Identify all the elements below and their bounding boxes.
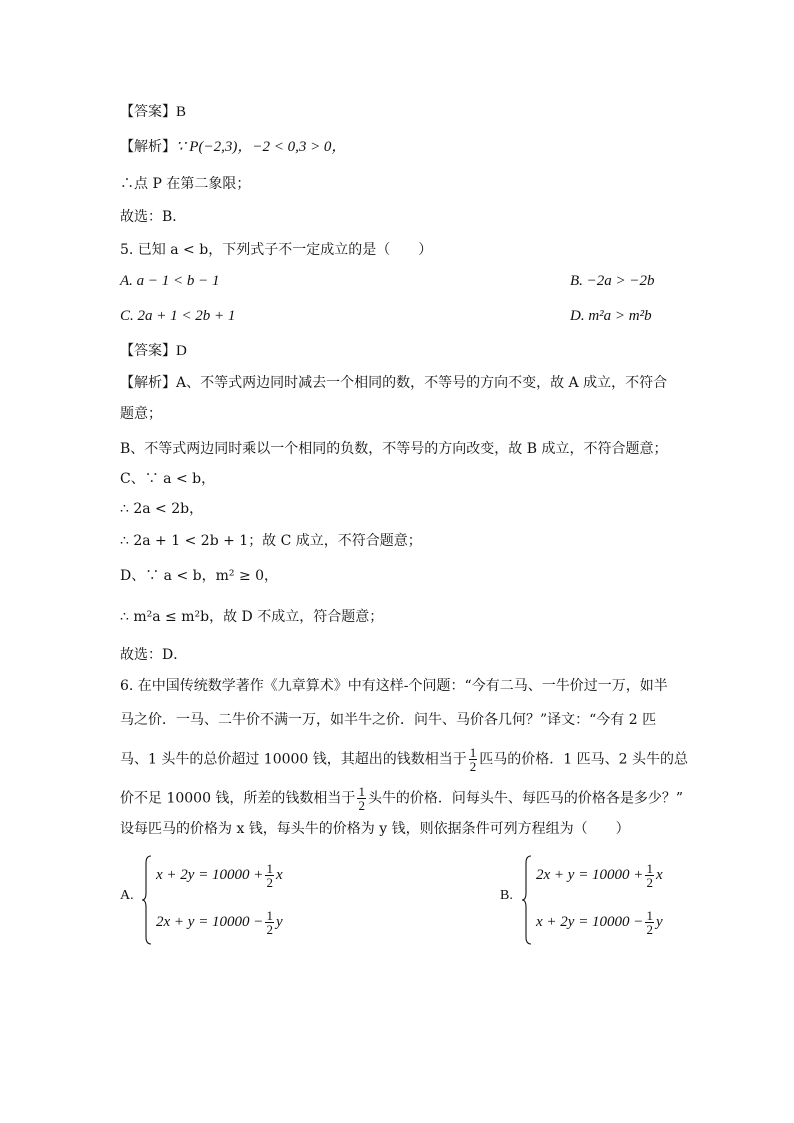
fraction-half: $\frac{1}{2}$	[469, 745, 477, 774]
fraction-half: $\frac{1}{2}$	[358, 784, 365, 813]
q5-stem: 5. 已知 a < b，下列式子不一定成立的是（ ）	[120, 242, 433, 258]
q6-option-b-eq1: 2x + y = 10000 + $\frac{1}{2}$ x	[536, 861, 663, 891]
q6-line3: 马、1 头牛的总价超过 10000 钱，其超出的钱数相当于 $\frac{1}{2}$ 匹马的价格．1 匹马、2 头牛的总	[120, 745, 689, 774]
q5-d1: D、∵ a < b，m² ≥ 0，	[120, 568, 279, 584]
q5-option-a: A. a − 1 < b − 1	[120, 273, 220, 289]
q5-analysis: 【解析】A、不等式两边同时减去一个相同的数，不等号的方向不变，故 A 成立，不符合	[120, 375, 668, 391]
q6-line5: 设每匹马的价格为 x 钱，每头牛的价格为 y 钱，则依据条件可列方程组为（ ）	[120, 821, 630, 837]
q5-option-c: C. 2a + 1 < 2b + 1	[120, 308, 236, 324]
q6-option-a-system	[142, 855, 362, 945]
q5-option-b: B. −2a > −2b	[570, 273, 655, 289]
q4-answer: 【答案】B	[120, 104, 187, 120]
q5-a-cont: 题意；	[120, 406, 162, 422]
q6-line2: 马之价．一马、二牛价不满一万，如半牛之价．问牛、马价各几何？”译文：“今有 2 匹	[120, 712, 657, 728]
q5-c1: C、∵ a < b，	[120, 471, 216, 487]
brace-icon	[142, 855, 152, 945]
brace-icon	[522, 855, 532, 945]
q4-analysis: 【解析】∵ P(−2,3)，−2 < 0,3 > 0，	[120, 139, 347, 155]
q5-c2: ∴ 2a < 2b，	[120, 501, 204, 517]
q4-line2: ∴点 P 在第二象限；	[120, 176, 251, 192]
q5-c3: ∴ 2a + 1 < 2b + 1；故 C 成立，不符合题意；	[120, 533, 422, 549]
q6-option-b-label: B.	[500, 888, 513, 903]
q5-b: B、不等式两边同时乘以一个相同的负数，不等号的方向改变，故 B 成立，不符合题意；	[120, 441, 668, 457]
q6-line4: 价不足 10000 钱，所差的钱数相当于 $\frac{1}{2}$ 头牛的价格．问每头牛、每匹马的价格各是多少？”	[120, 784, 684, 813]
q6-option-a-eq2: 2x + y = 10000 − $\frac{1}{2}$ y	[156, 908, 283, 938]
q6-line1: 6. 在中国传统数学著作《九章算术》中有这样-个问题：“今有二马、一牛价过一万，如半	[120, 678, 668, 694]
q6-option-b-system	[522, 855, 742, 945]
q5-option-d: D. m²a > m²b	[570, 308, 652, 324]
q6-option-b-eq2: x + 2y = 10000 − $\frac{1}{2}$ y	[536, 908, 663, 938]
q6-option-a-label: A.	[120, 888, 134, 903]
q6-option-a-eq1: x + 2y = 10000 + $\frac{1}{2}$ x	[156, 861, 283, 891]
q5-end: 故选：D．	[120, 647, 188, 663]
q5-answer: 【答案】D	[120, 343, 187, 359]
q4-line3: 故选：B．	[120, 209, 187, 225]
q5-d2: ∴ m²a ≤ m²b，故 D 不成立，符合题意；	[120, 609, 384, 625]
